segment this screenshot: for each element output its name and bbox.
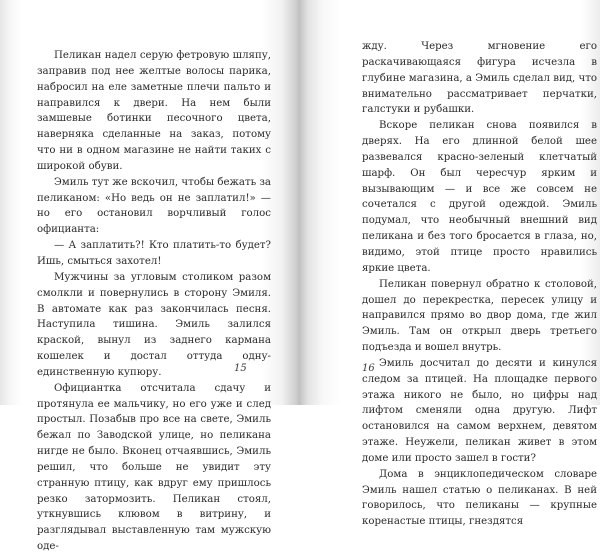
- left-page: [0, 0, 300, 553]
- right-page: [300, 0, 600, 528]
- paragraph: Дома в энциклопедическом словаре Эмиль нашел статью о пеликанах. В ней говорилось, что пеликаны — крупные коренастые птицы, гнездятся: [362, 468, 597, 528]
- page-number-left: 15: [234, 363, 247, 374]
- paragraph: Эмиль тут же вскочил, чтобы бежать за пеликаном: «Но ведь он не заплатил!» — но его остановил ворчливый голос официанта:: [37, 176, 271, 236]
- paragraph: — А заплатить?! Кто платить-то будет? Ишь, смыться захотел!: [37, 240, 271, 267]
- right-page-text: [362, 39, 597, 530]
- paragraph: Вскоре пеликан снова появился в дверях. На его длинной белой шее развевался красно-зеленый клетчатый шарф. Он был чересчур ярким и вызывающим — и все же совсем не сочетался с другой одеждой. Эмиль подумал, что необычный внешний вид пеликана и без того бросается в глаза, но, видимо, этой птице просто нравились яркие цвета.: [362, 120, 597, 274]
- continuation-paragraph: жду. Через мгновение его раскачивающаяся фигура исчезла в глубине магазина, а Эмиль сделал вид, что внимательно рассматривает перчатки, галстуки и рубашки.: [362, 41, 597, 116]
- paragraph: Пеликан повернул обратно к столовой, дошел до перекрестка, пересек улицу и направился прямо во двор дома, где жил Эмиль. Там он открыл дверь третьего подъезда и вошел внутрь.: [362, 278, 597, 354]
- paragraph: Мужчины за угловым столиком разом смолкли и повернулись в сторону Эмиля. В автомате как раз закончилась песня. Наступила тишина. Эмиль залился краской, вынул из заднего кармана кошелек и достал оттуда одну-единственную купюру.: [37, 271, 271, 378]
- paragraph: Пеликан надел серую фетровую шляпу, заправив под нее желтые волосы парика, набросил на еле заметные плечи пальто и направился к двери. На нем были замшевые ботинки песочного цвета, наверняка сделанные на заказ, потому что ни в одном магазине не найти таких с широкой обуви.: [37, 50, 271, 172]
- left-page-text: [37, 48, 271, 555]
- paragraph: Эмиль досчитал до десяти и кинулся следом за птицей. На площадке первого этажа никого не было, но цифры над лифтом сменяли одна другую. Лифт остановился на самом верхнем, девятом этаже. Неужели, пеликан живет в этом доме или просто зашел в гости?: [362, 357, 597, 464]
- paragraph: Официантка отсчитала сдачу и протянула ее мальчику, но его уже и след простыл. Позабыв про все на свете, Эмиль бежал по Заводской улице, но пеликана нигде не было. Вконец отчаявшись, Эмиль решил, что больше не увидит эту странную птицу, как вдруг ему пришлось резко затормозить. Пеликан стоял, уткнувшись клювом в витрину, и разглядывал выставленную там мужскую оде-: [37, 382, 271, 553]
- page-number-right: 16: [362, 363, 375, 374]
